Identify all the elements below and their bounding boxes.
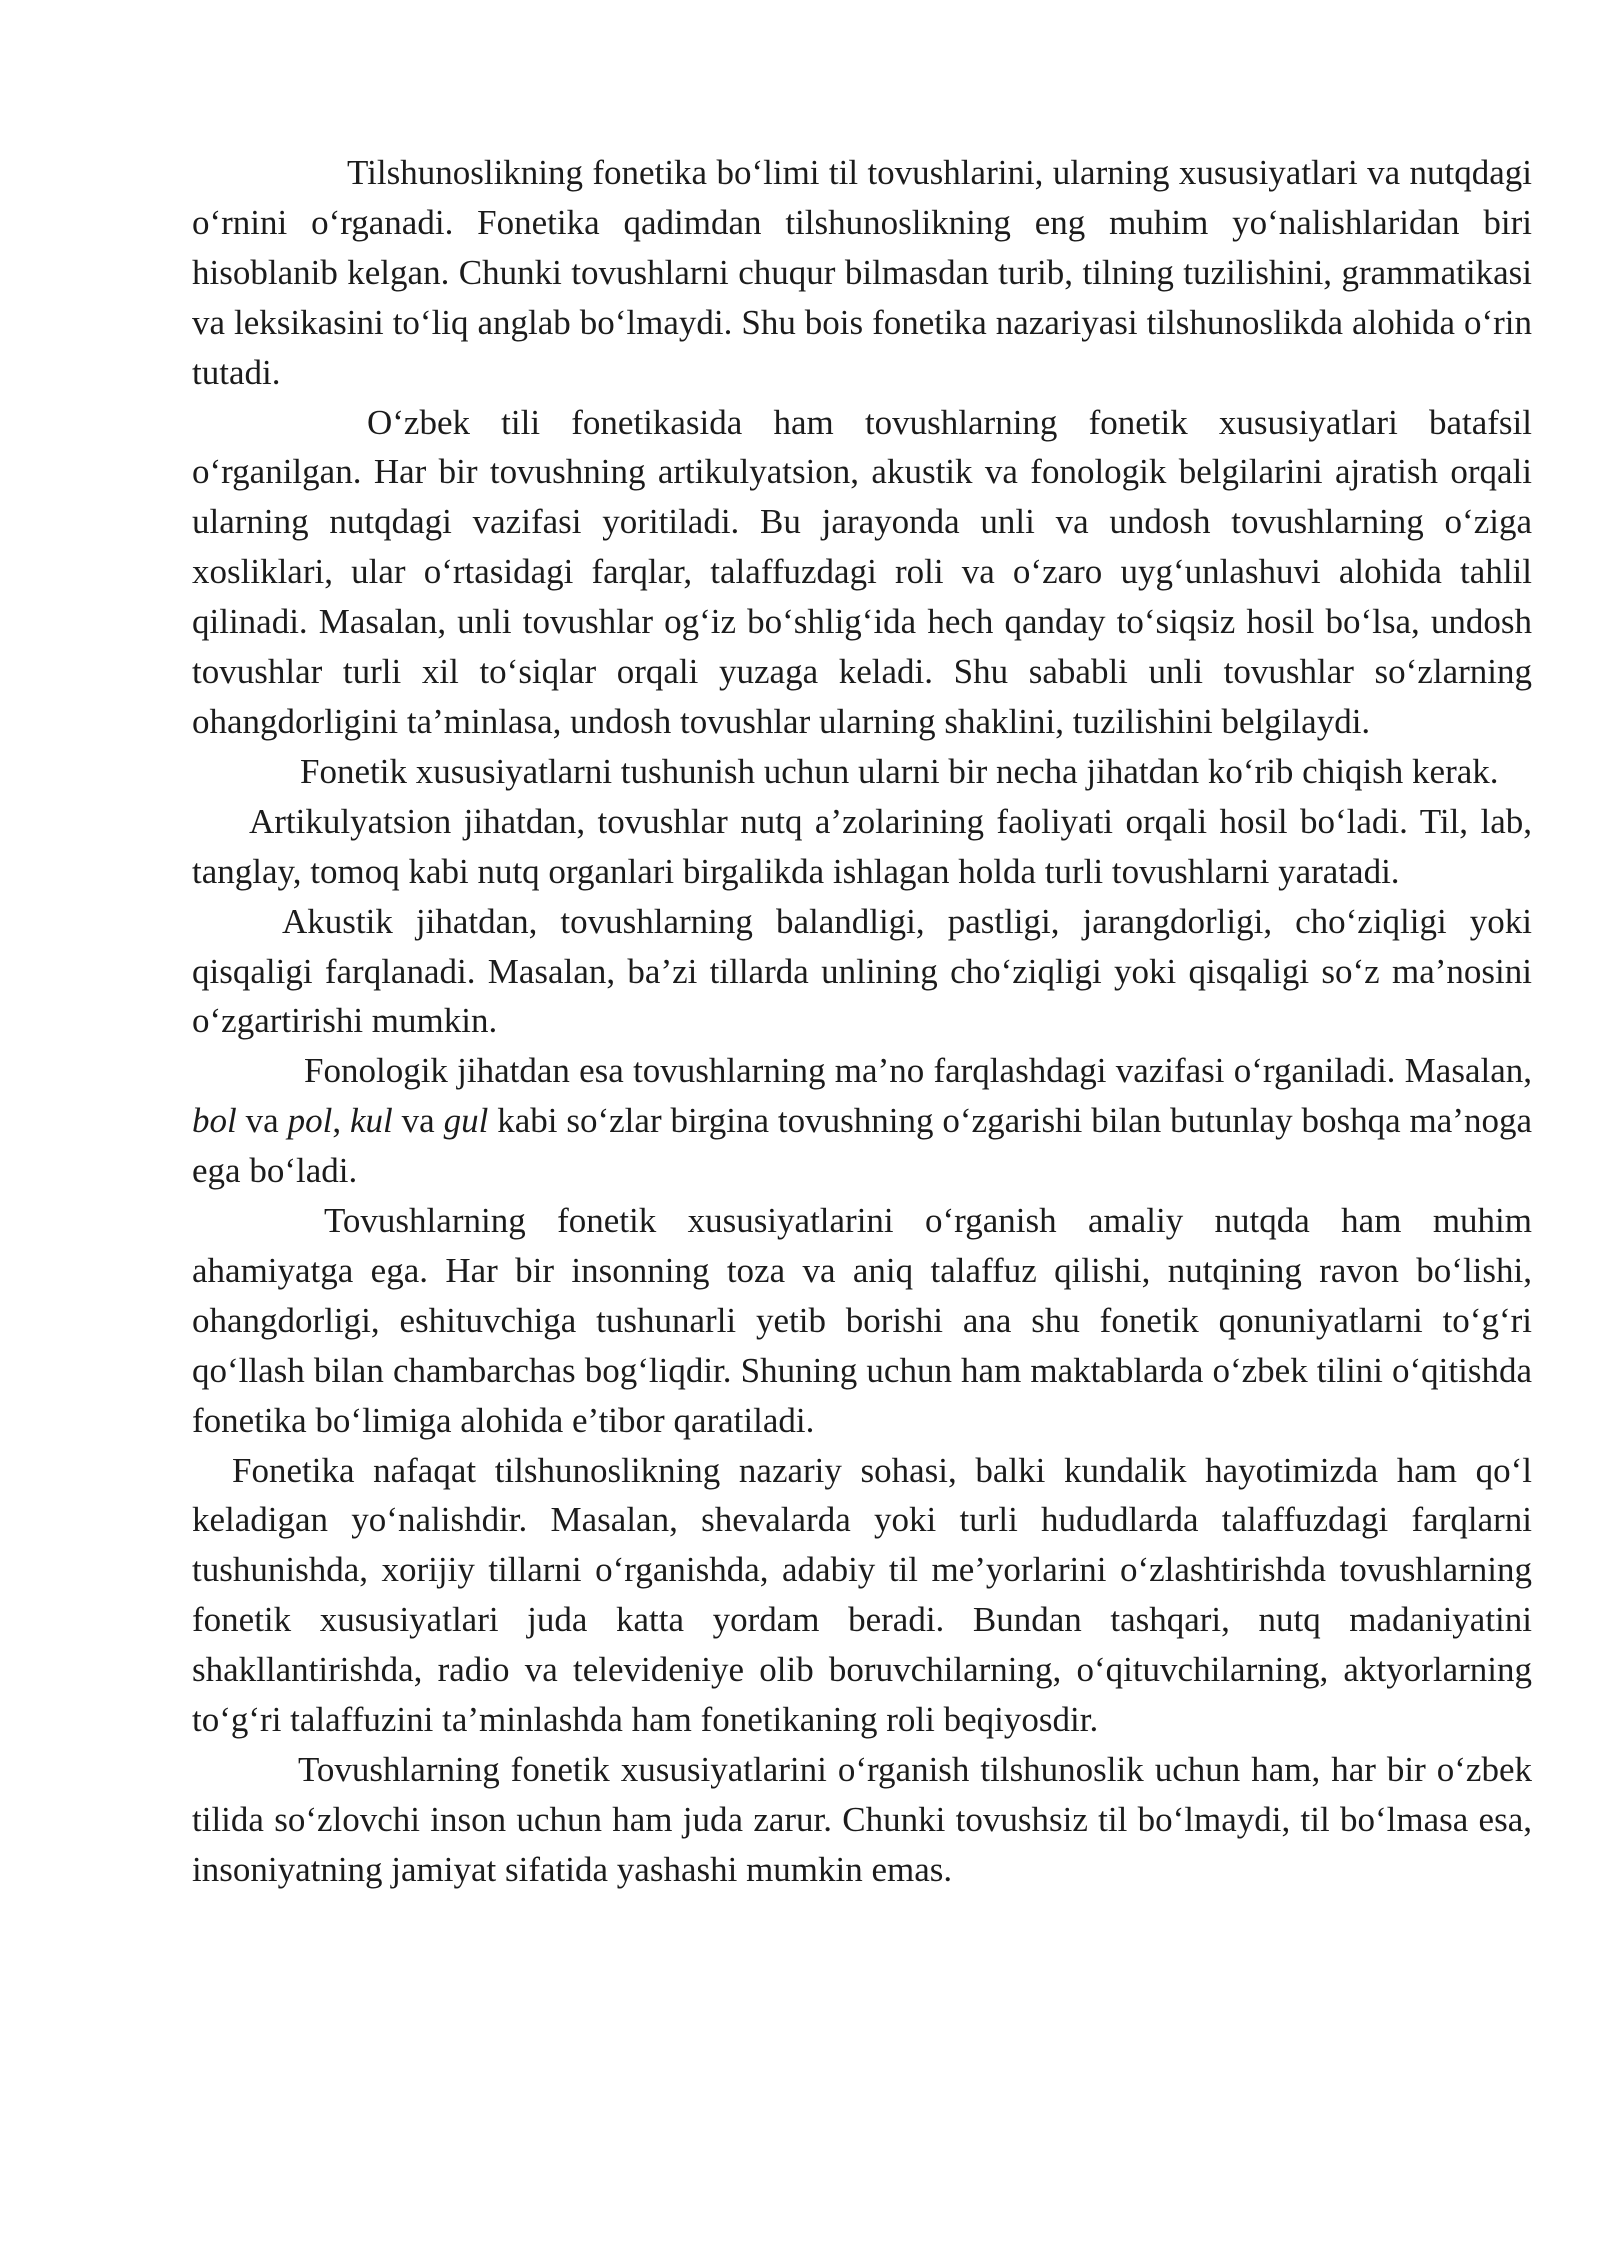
paragraph-3 (192, 747, 1532, 797)
paragraph-text: O‘zbek tili fonetikasida ham tovushlarning fonetik xususiyatlari batafsil o‘rganilgan. Har bir tovushning artikulyatsion, akustik va fonologik belgilarini ajratish orqali ularning nutqdagi vazifasi yoritiladi. Bu jarayonda unli va undosh tovushlarning o‘ziga xosliklari, ular o‘rtasidagi farqlar, talaffuzdagi roli va o‘zaro uyg‘unlashuvi alohida tahlil qilinadi. Masalan, unli tovushlar og‘iz bo‘shlig‘ida hech qanday to‘siqsiz hosil bo‘lsa, undosh tovushlar turli xil to‘siqlar orqali yuzaga keladi. Shu sababli unli tovushlar so‘zlarning ohangdorligini ta’minlasa, undosh tovushlar ularning shaklini, tuzilishini belgilaydi. (192, 402, 1532, 741)
paragraph-text: Artikulyatsion jihatdan, tovushlar nutq a’zolarining faoliyati orqali hosil bo‘ladi. Til, lab, tanglay, tomoq kabi nutq organlari birgalikda ishlagan holda turli tovushlarni yaratadi. (192, 801, 1532, 891)
paragraph-text: va (392, 1101, 444, 1141)
paragraph-5 (192, 897, 1532, 1047)
italic-example-word: bol (192, 1101, 237, 1141)
italic-example-word: pol (287, 1101, 333, 1141)
paragraph-4 (192, 797, 1532, 897)
paragraph-text: Fonetik xususiyatlarni tushunish uchun ularni bir necha jihatdan ko‘rib chiqish kerak. (300, 751, 1499, 791)
paragraph-text: Akustik jihatdan, tovushlarning balandligi, pastligi, jarangdorligi, cho‘ziqligi yoki qisqaligi farqlanadi. Masalan, ba’zi tillarda unlining cho‘ziqligi yoki qisqaligi so‘z ma’nosini o‘zgartirishi mumkin. (192, 901, 1532, 1041)
paragraph-text: Tovushlarning fonetik xususiyatlarini o‘rganish amaliy nutqda ham muhim ahamiyatga ega. Har bir insonning toza va aniq talaffuz qilishi, nutqining ravon bo‘lishi, ohangdorligi, eshituvchiga tushunarli yetib borishi ana shu fonetik qonuniyatlarni to‘g‘ri qo‘llash bilan chambarchas bog‘liqdir. Shuning uchun ham maktablarda o‘zbek tilini o‘qitishda fonetika bo‘limiga alohida e’tibor qaratiladi. (192, 1201, 1532, 1440)
paragraph-9 (192, 1745, 1532, 1895)
paragraph-text: kabi so‘zlar birgina tovushning o‘zgarishi bilan butunlay boshqa ma’noga ega bo‘ladi. (192, 1101, 1532, 1191)
paragraph-text: Fonetika nafaqat tilshunoslikning nazariy sohasi, balki kundalik hayotimizda ham qo‘l keladigan yo‘nalishdir. Masalan, shevalarda yoki turli hududlarda talaffuzdagi farqlarni tushunishda, xorijiy tillarni o‘rganishda, adabiy til me’yorlarini o‘zlashtirishda tovushlarning fonetik xususiyatlari juda katta yordam beradi. Bundan tashqari, nutq madaniyatini shakllantirishda, radio va televideniye olib boruvchilarning, o‘qituvchilarning, aktyorlarning to‘g‘ri talaffuzini ta’minlashda ham fonetikaning roli beqiyosdir. (192, 1450, 1532, 1740)
paragraph-7 (192, 1196, 1532, 1446)
paragraph-6 (192, 1046, 1532, 1196)
italic-example-word: kul (349, 1101, 393, 1141)
paragraph-text: Tovushlarning fonetik xususiyatlarini o‘rganish tilshunoslik uchun ham, har bir o‘zbek tilida so‘zlovchi inson uchun ham juda zarur. Chunki tovushsiz til bo‘lmaydi, til bo‘lmasa esa, insoniyatning jamiyat sifatida yashashi mumkin emas. (192, 1750, 1532, 1889)
paragraph-text: Fonologik jihatdan esa tovushlarning ma’no farqlashdagi vazifasi o‘rganiladi. Masalan, (304, 1051, 1532, 1091)
italic-example-word: gul (443, 1101, 489, 1141)
paragraph-1 (192, 148, 1532, 398)
paragraph-8 (192, 1446, 1532, 1745)
paragraph-text: va (236, 1101, 288, 1141)
document-page (192, 148, 1532, 1895)
paragraph-2 (192, 398, 1532, 747)
paragraph-text: Tilshunoslikning fonetika bo‘limi til tovushlarini, ularning xususiyatlari va nutqdagi o‘rnini o‘rganadi. Fonetika qadimdan tilshunoslikning eng muhim yo‘nalishlaridan biri hisoblanib kelgan. Chunki tovushlarni chuqur bilmasdan turib, tilning tuzilishini, grammatikasi va leksikasini to‘liq anglab bo‘lmaydi. Shu bois fonetika nazariyasi tilshunoslikda alohida o‘rin tutadi. (192, 153, 1532, 392)
paragraph-text: , (332, 1101, 350, 1141)
